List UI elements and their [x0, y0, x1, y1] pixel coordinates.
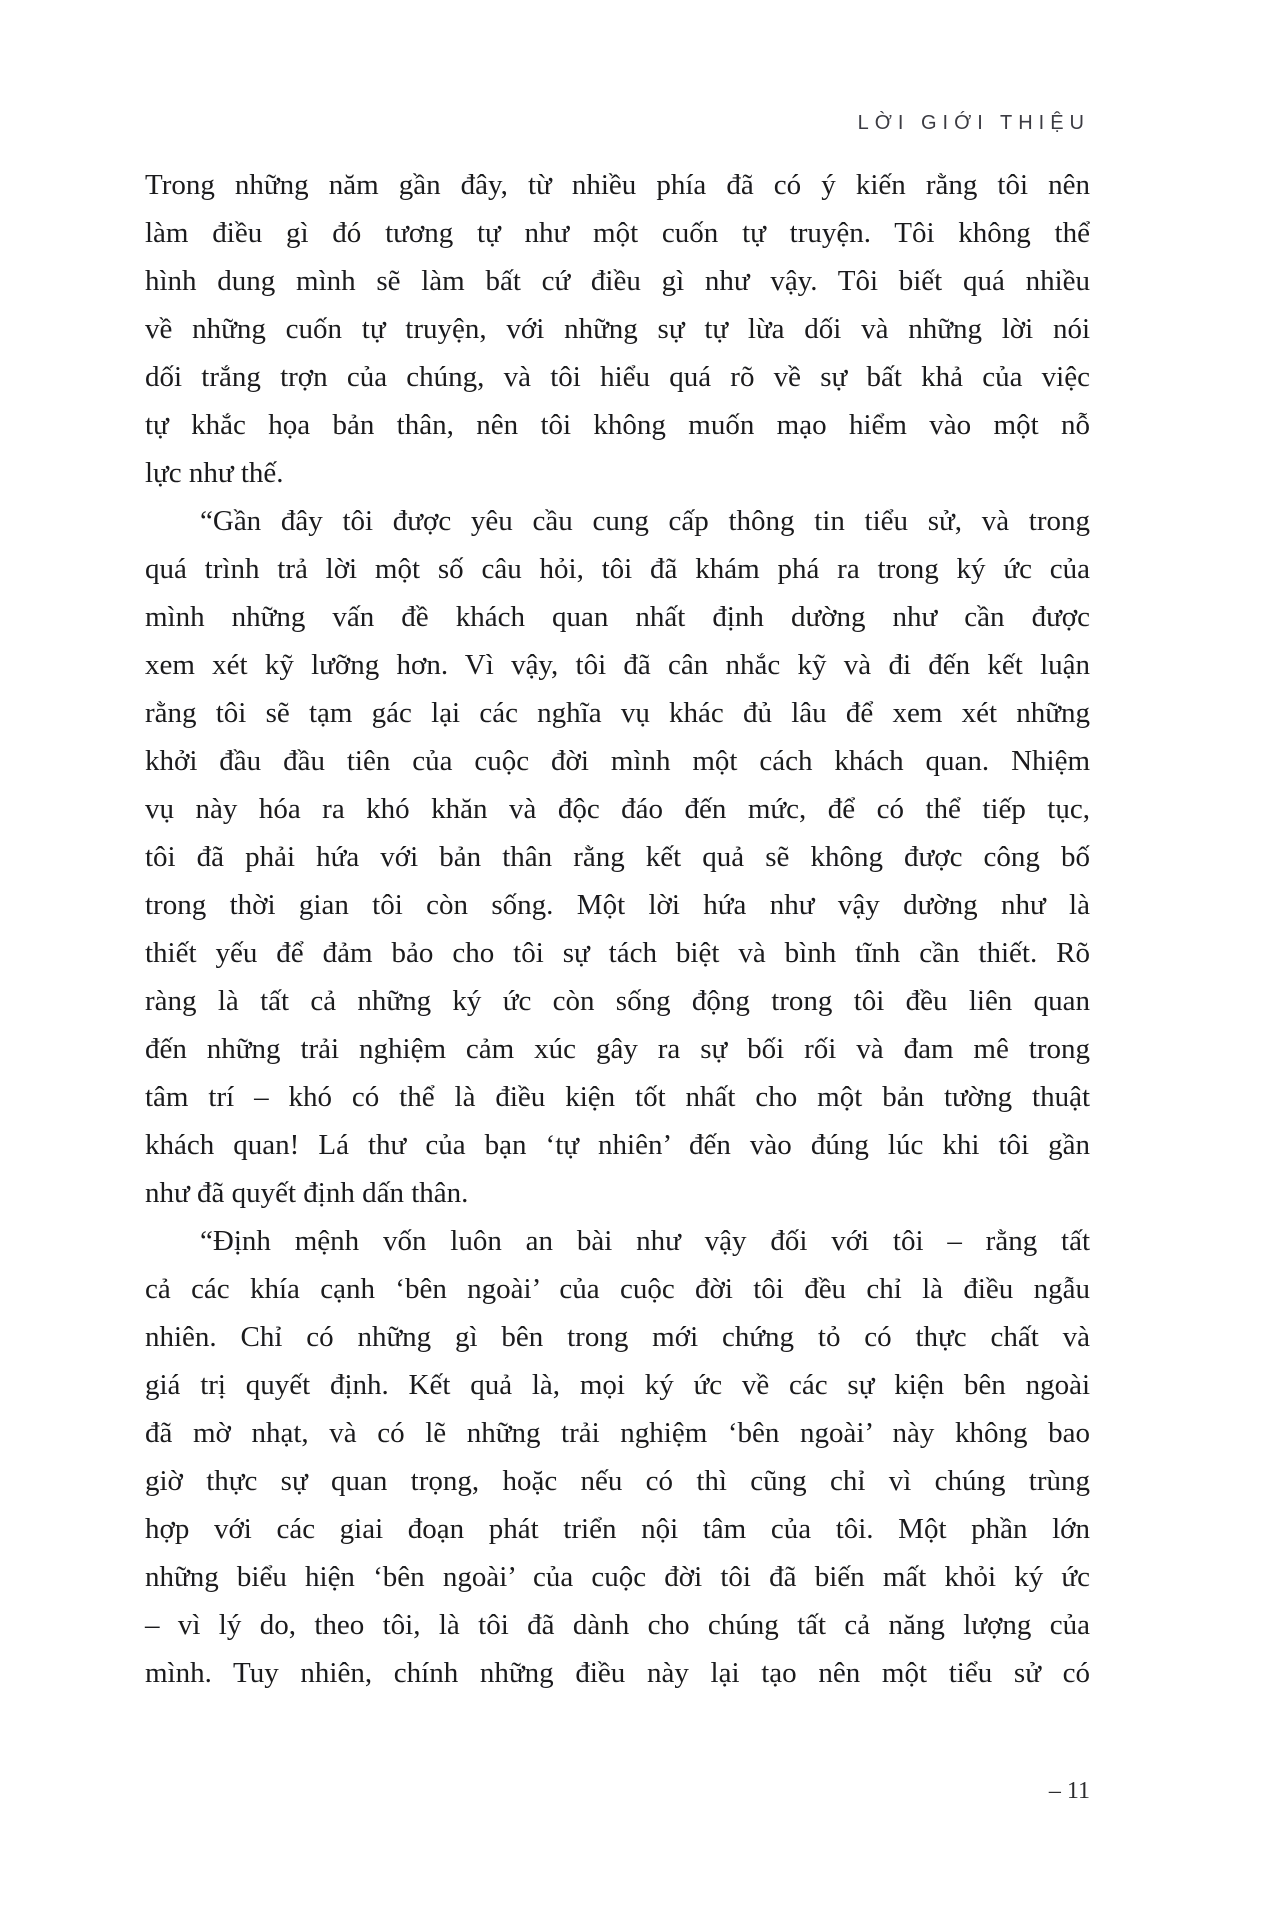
running-header: LỜI GIỚI THIỆU — [857, 112, 1090, 134]
text-line: rằng tôi sẽ tạm gác lại các nghĩa vụ khác đủ lâu để xem xét những — [145, 697, 1090, 729]
text-line: tự khắc họa bản thân, nên tôi không muốn mạo hiểm vào một nỗ — [145, 409, 1090, 441]
text-line: về những cuốn tự truyện, với những sự tự lừa dối và những lời nói — [145, 313, 1090, 345]
text-line: những biểu hiện ‘bên ngoài’ của cuộc đời tôi đã biến mất khỏi ký ức — [145, 1561, 1090, 1593]
text-line: – vì lý do, theo tôi, là tôi đã dành cho chúng tất cả năng lượng của — [145, 1609, 1090, 1641]
text-line: nhiên. Chỉ có những gì bên trong mới chứng tỏ có thực chất và — [145, 1321, 1090, 1353]
text-line: dối trắng trợn của chúng, và tôi hiểu quá rõ về sự bất khả của việc — [145, 361, 1090, 393]
text-line: giá trị quyết định. Kết quả là, mọi ký ức về các sự kiện bên ngoài — [145, 1369, 1090, 1401]
paragraph — [145, 161, 1090, 497]
text-line: tâm trí – khó có thể là điều kiện tốt nhất cho một bản tường thuật — [145, 1081, 1090, 1113]
text-line: thiết yếu để đảm bảo cho tôi sự tách biệt và bình tĩnh cần thiết. Rõ — [145, 937, 1090, 969]
text-line: giờ thực sự quan trọng, hoặc nếu có thì cũng chỉ vì chúng trùng — [145, 1465, 1090, 1497]
text-line: tôi đã phải hứa với bản thân rằng kết quả sẽ không được công bố — [145, 841, 1090, 873]
text-line: làm điều gì đó tương tự như một cuốn tự truyện. Tôi không thể — [145, 217, 1090, 249]
text-line: mình. Tuy nhiên, chính những điều này lại tạo nên một tiểu sử có — [145, 1657, 1090, 1689]
text-line: quá trình trả lời một số câu hỏi, tôi đã khám phá ra trong ký ức của — [145, 553, 1090, 585]
text-line: vụ này hóa ra khó khăn và độc đáo đến mức, để có thể tiếp tục, — [145, 793, 1090, 825]
text-line: ràng là tất cả những ký ức còn sống động trong tôi đều liên quan — [145, 985, 1090, 1017]
text-line: xem xét kỹ lưỡng hơn. Vì vậy, tôi đã cân nhắc kỹ và đi đến kết luận — [145, 649, 1090, 681]
text-line: hợp với các giai đoạn phát triển nội tâm của tôi. Một phần lớn — [145, 1513, 1090, 1545]
text-line: Trong những năm gần đây, từ nhiều phía đã có ý kiến rằng tôi nên — [145, 169, 1090, 201]
text-line: mình những vấn đề khách quan nhất định dường như cần được — [145, 601, 1090, 633]
text-line: trong thời gian tôi còn sống. Một lời hứa như vậy dường như là — [145, 889, 1090, 921]
text-line: lực như thế. — [145, 457, 284, 489]
text-line: cả các khía cạnh ‘bên ngoài’ của cuộc đời tôi đều chỉ là điều ngẫu — [145, 1273, 1090, 1305]
text-line: hình dung mình sẽ làm bất cứ điều gì như vậy. Tôi biết quá nhiều — [145, 265, 1090, 297]
text-line: đến những trải nghiệm cảm xúc gây ra sự bối rối và đam mê trong — [145, 1033, 1090, 1065]
text-line: “Định mệnh vốn luôn an bài như vậy đối với tôi – rằng tất — [200, 1225, 1090, 1257]
text-line: như đã quyết định dấn thân. — [145, 1177, 469, 1209]
body-text — [145, 161, 1090, 1697]
paragraph — [145, 1217, 1090, 1697]
text-line: “Gần đây tôi được yêu cầu cung cấp thông tin tiểu sử, và trong — [200, 505, 1090, 537]
paragraph — [145, 497, 1090, 1217]
text-line: đã mờ nhạt, và có lẽ những trải nghiệm ‘bên ngoài’ này không bao — [145, 1417, 1090, 1449]
text-line: khởi đầu đầu tiên của cuộc đời mình một cách khách quan. Nhiệm — [145, 745, 1090, 777]
text-line: khách quan! Lá thư của bạn ‘tự nhiên’ đến vào đúng lúc khi tôi gần — [145, 1129, 1090, 1161]
page-number: – 11 — [1048, 1778, 1090, 1804]
